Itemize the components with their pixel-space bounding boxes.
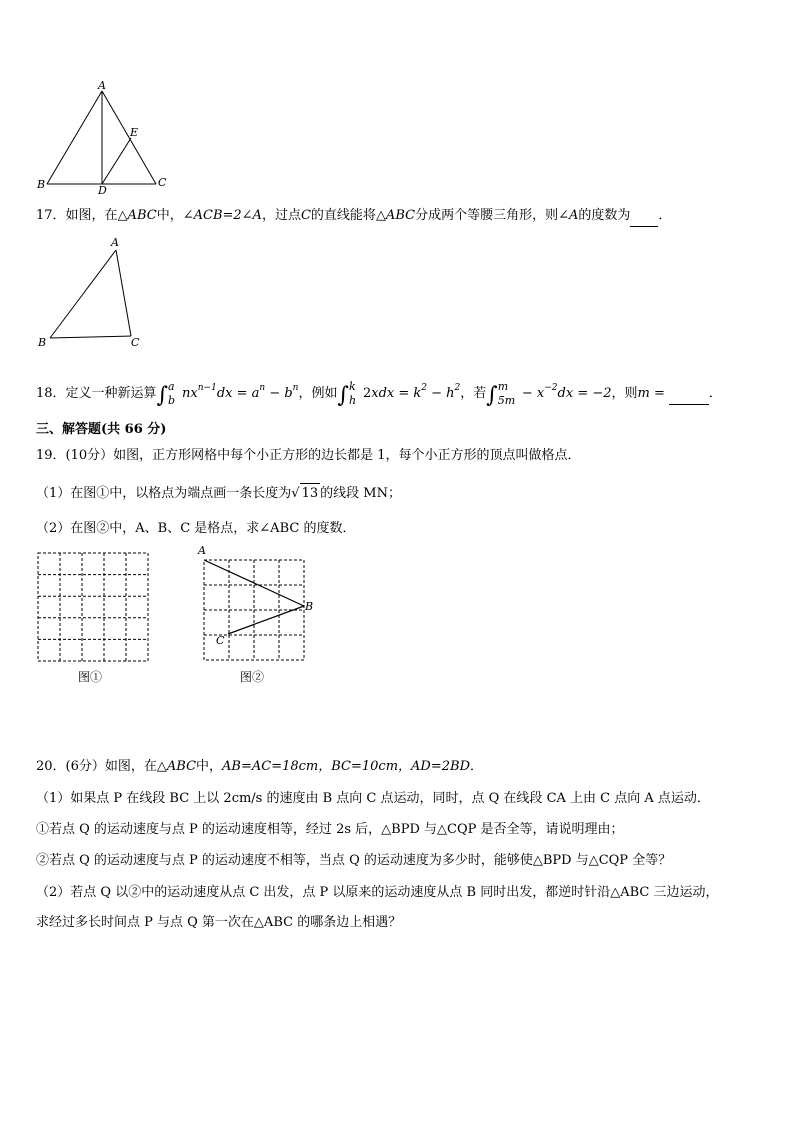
fig19-caption-2: 图② [240, 670, 265, 684]
fig16-label-d: D [98, 184, 107, 197]
fig19-label-c: C [216, 634, 225, 647]
q20-part-1a: ①若点 Q 的运动速度与点 P 的运动速度相等，经过 2s 后，△BPD 与△CQP 是否全等，请说明理由； [36, 822, 624, 837]
q20-intro: 20．(6分）如图，在△ABC中，AB=AC=18cm，BC=10cm，AD=2BD． [36, 759, 484, 774]
q19-intro: 19．(10分）如图，正方形网格中每个小正方形的边长都是 1，每个小正方形的顶点叫做格点． [36, 448, 581, 463]
q20-part-2a: （2）若点 Q 以②中的运动速度从点 C 出发，点 P 以原来的运动速度从点 B 同时出发，都逆时针沿△ABC 三边运动， [36, 885, 719, 900]
integral-sign-1: ∫ [156, 383, 169, 408]
fig16-label-b: B [37, 178, 46, 191]
fig17-label-c: C [131, 336, 140, 349]
fig16-label-a: A [98, 79, 106, 92]
fig17-label-b: B [38, 336, 47, 349]
fig19-label-a: A [198, 544, 206, 557]
fig17-label-a: A [111, 236, 119, 249]
fig19-caption-1: 图① [78, 670, 103, 684]
q20-part-1: （1）如果点 P 在线段 BC 上以 2cm/s 的速度由 B 点向 C 点运动，同时，点 Q 在线段 CA 上由 C 点向 A 点运动． [36, 791, 710, 806]
sqrt-symbol: √ [291, 486, 300, 501]
q17-text: 17．如图，在△ABC中，∠ACB=2∠A，过点C的直线能将△ABC分成两个等腰三角形，则∠A的度数为 ． [36, 206, 671, 227]
integral-sign-3: ∫ [486, 383, 498, 408]
q19-part-2: （2）在图②中，A、B、C 是格点，求∠ABC 的度数． [36, 521, 356, 536]
q18-text: 18．定义一种新运算∫ a b $nx^{n-1}dx = a^n - b^n$，例如∫ k h $2xdx = k^2 - h^2$，若∫ m 5m − $x^{-2}dx = -2$，则m = ． [36, 380, 722, 408]
q19-part-1: （1）在图①中，以格点为端点画一条长度为√ 13 的线段 MN； [36, 483, 401, 504]
q20-part-2b: 求经过多长时间点 P 与点 Q 第一次在△ABC 的哪条边上相遇？ [36, 915, 402, 930]
fig16-label-e: E [130, 126, 139, 139]
integral-sign-2: ∫ [337, 383, 349, 408]
fig19-label-b: B [305, 600, 314, 613]
q20-part-1b: ②若点 Q 的运动速度与点 P 的运动速度不相等，当点 Q 的运动速度为多少时，能够使△BPD 与△CQP 全等？ [36, 853, 672, 868]
fig16-label-c: C [158, 176, 167, 189]
section-3-heading: 三、解答题(共 66 分) [36, 422, 167, 437]
